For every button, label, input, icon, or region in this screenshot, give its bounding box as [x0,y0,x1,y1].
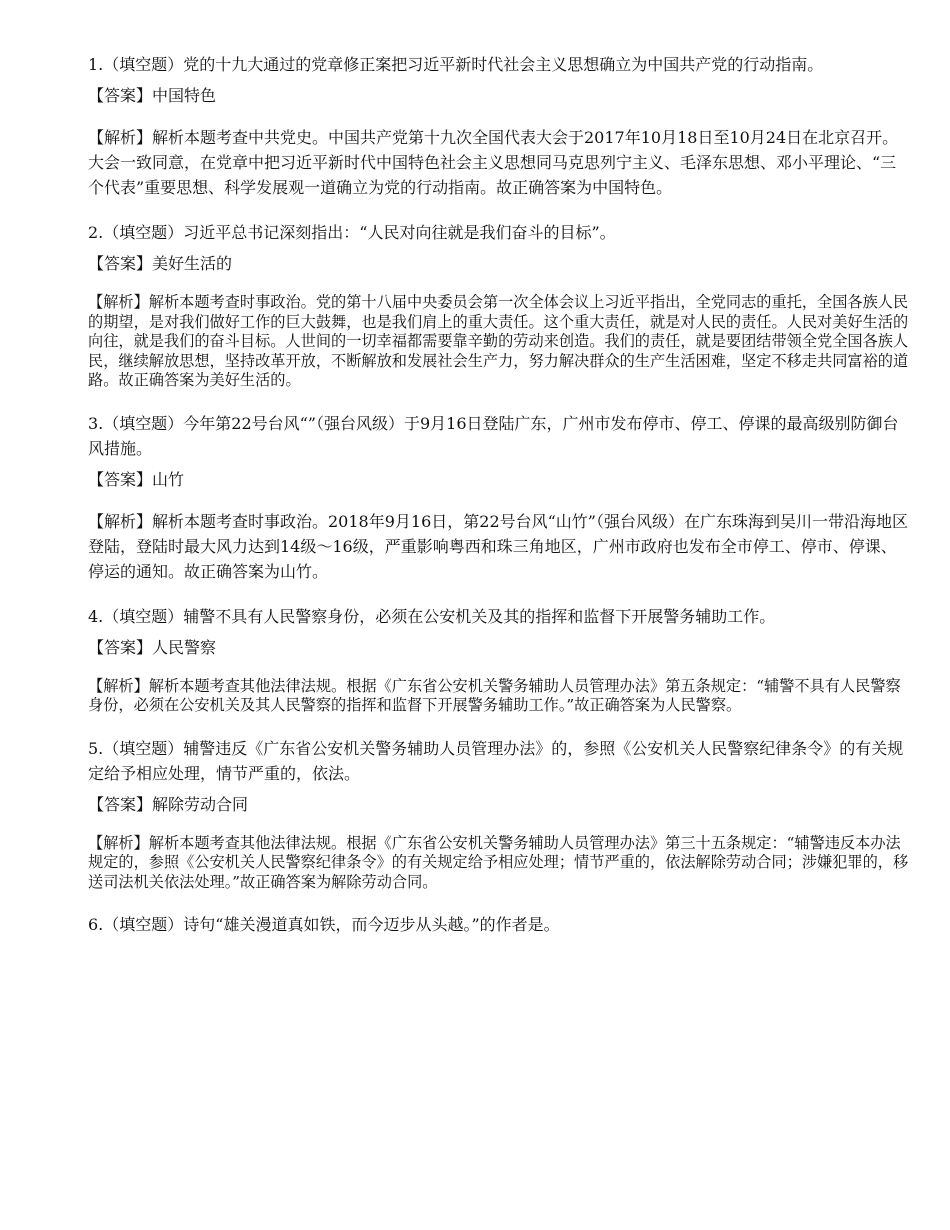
question-item-6 [88,912,910,937]
question-item-2 [88,220,910,391]
answer-text: 【答案】解除劳动合同 [88,794,249,814]
answer-text: 【答案】中国特色 [88,86,217,105]
question-text: 3.（填空题）今年第22号台风“”（强台风级）于9月16日登陆广东，广州市发布停市、停工、停课的最高级别防御台风措施。 [88,413,899,458]
question-text: 4.（填空题）辅警不具有人民警察身份，必须在公安机关及其的指挥和监督下开展警务辅助工作。 [88,606,776,626]
question-item-1 [88,52,910,200]
question-item-4 [88,604,910,716]
question-item-5 [88,736,910,893]
analysis-text: 【解析】解析本题考查时事政治。2018年9月16日，第22号台风“山竹”（强台风级）在广东珠海到吴川一带沿海地区登陆，登陆时最大风力达到14级～16级，严重影响粤西和珠三角地区，广州市政府也发布全市停工、停市、停课、停运的通知。故正确答案为山竹。 [88,511,908,581]
question-text: 1.（填空题）党的十九大通过的党章修正案把习近平新时代社会主义思想确立为中国共产党的行动指南。 [88,55,824,74]
answer-text: 【答案】人民警察 [88,637,217,657]
question-text: 5.（填空题）辅警违反《广东省公安机关警务辅助人员管理办法》的，参照《公安机关人民警察纪律条令》的有关规定给予相应处理，情节严重的，依法。 [88,738,904,783]
analysis-text: 【解析】解析本题考查时事政治。党的第十八届中央委员会第一次全体会议上习近平指出，全党同志的重托，全国各族人民的期望，是对我们做好工作的巨大鼓舞，也是我们肩上的重大责任。这个重大责任，就是对人民的责任。人民对美好生活的向往，就是我们的奋斗目标。人世间的一切幸福都需要靠辛勤的劳动来创造。我们的责任，就是要团结带领全党全国各族人民，继续解放思想，坚持改革开放，不断解放和发展社会生产力，努力解决群众的生产生活困难，坚定不移走共同富裕的道路。故正确答案为美好生活的。 [88,293,909,389]
analysis-text: 【解析】解析本题考查中共党史。中国共产党第十九次全国代表大会于2017年10月18日至10月24日在北京召开。大会一致同意，在党章中把习近平新时代中国特色社会主义思想同马克思列宁主义、毛泽东思想、邓小平理论、“三个代表”重要思想、科学发展观一道确立为党的行动指南。故正确答案为中国特色。 [88,128,899,197]
answer-text: 【答案】山竹 [88,469,185,489]
analysis-text: 【解析】解析本题考查其他法律法规。根据《广东省公安机关警务辅助人员管理办法》第三十五条规定：“辅警违反本办法规定的，参照《公安机关人民警察纪律条令》的有关规定给予相应处理；情节严重的，依法解除劳动合同；涉嫌犯罪的，移送司法机关依法处理。”故正确答案为解除劳动合同。 [88,833,909,891]
question-text: 6.（填空题）诗句“雄关漫道真如铁，而今迈步从头越。”的作者是。 [88,915,560,934]
question-item-3 [88,411,910,584]
answer-text: 【答案】美好生活的 [88,254,233,273]
analysis-text: 【解析】解析本题考查其他法律法规。根据《广东省公安机关警务辅助人员管理办法》第五条规定：“辅警不具有人民警察身份，必须在公安机关及其人民警察的指挥和监督下开展警务辅助工作。”故正确答案为人民警察。 [88,676,901,714]
question-text: 2.（填空题）习近平总书记深刻指出：“人民对向往就是我们奋斗的目标”。 [88,223,616,242]
